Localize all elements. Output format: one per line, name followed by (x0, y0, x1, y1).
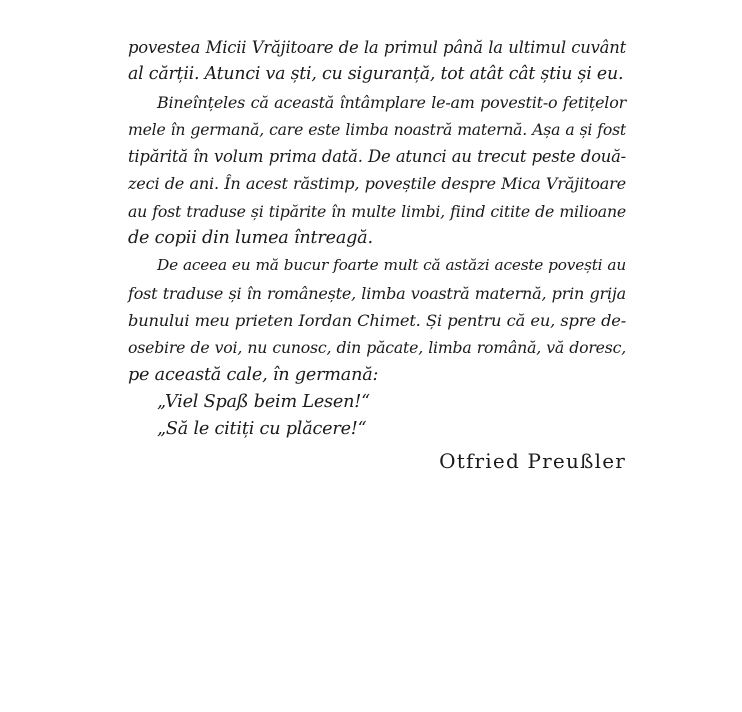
text-line: bunului meu prieten Iordan Chimet. Și pentru că eu, spre de- (128, 310, 626, 330)
quote-romanian: „Să le citiți cu plăcere!“ (157, 419, 367, 440)
document-page (128, 34, 626, 476)
text-line: pe această cale, în germană: (128, 364, 379, 385)
text-line: tipărită în volum prima dată. De atunci au trecut peste două- (128, 147, 626, 167)
text-line: fost traduse și în românește, limba voastră maternă, prin grija (128, 283, 626, 303)
text-line: au fost traduse și tipărite în multe limbi, fiind citite de milioane (128, 201, 626, 221)
text-line: al cărții. Atunci va ști, cu siguranță, tot atât cât știu și eu. (128, 64, 624, 85)
text-line: Bineînțeles că această întâmplare le-am povestit-o fetițelor (157, 92, 626, 112)
text-line: de copii din lumea întreagă. (128, 228, 373, 249)
author-signature: Otfried Preußler (439, 449, 626, 474)
paragraph-1 (128, 34, 626, 89)
text-line: mele în germană, care este limba noastră maternă. Așa a și fost (128, 119, 626, 139)
text-line: De aceea eu mă bucur foarte mult că astăzi aceste povești au (157, 256, 626, 275)
paragraph-2 (128, 89, 626, 253)
paragraph-3 (128, 252, 626, 388)
quotes (128, 389, 626, 444)
text-line: zeci de ani. În acest răstimp, poveștile despre Mica Vrăjitoare (128, 174, 626, 194)
text-line: povestea Micii Vrăjitoare de la primul până la ultimul cuvânt (128, 38, 626, 57)
text-line: osebire de voi, nu cunosc, din păcate, limba română, vă doresc, (128, 338, 626, 358)
quote-german: „Viel Spaß beim Lesen!“ (157, 391, 370, 412)
